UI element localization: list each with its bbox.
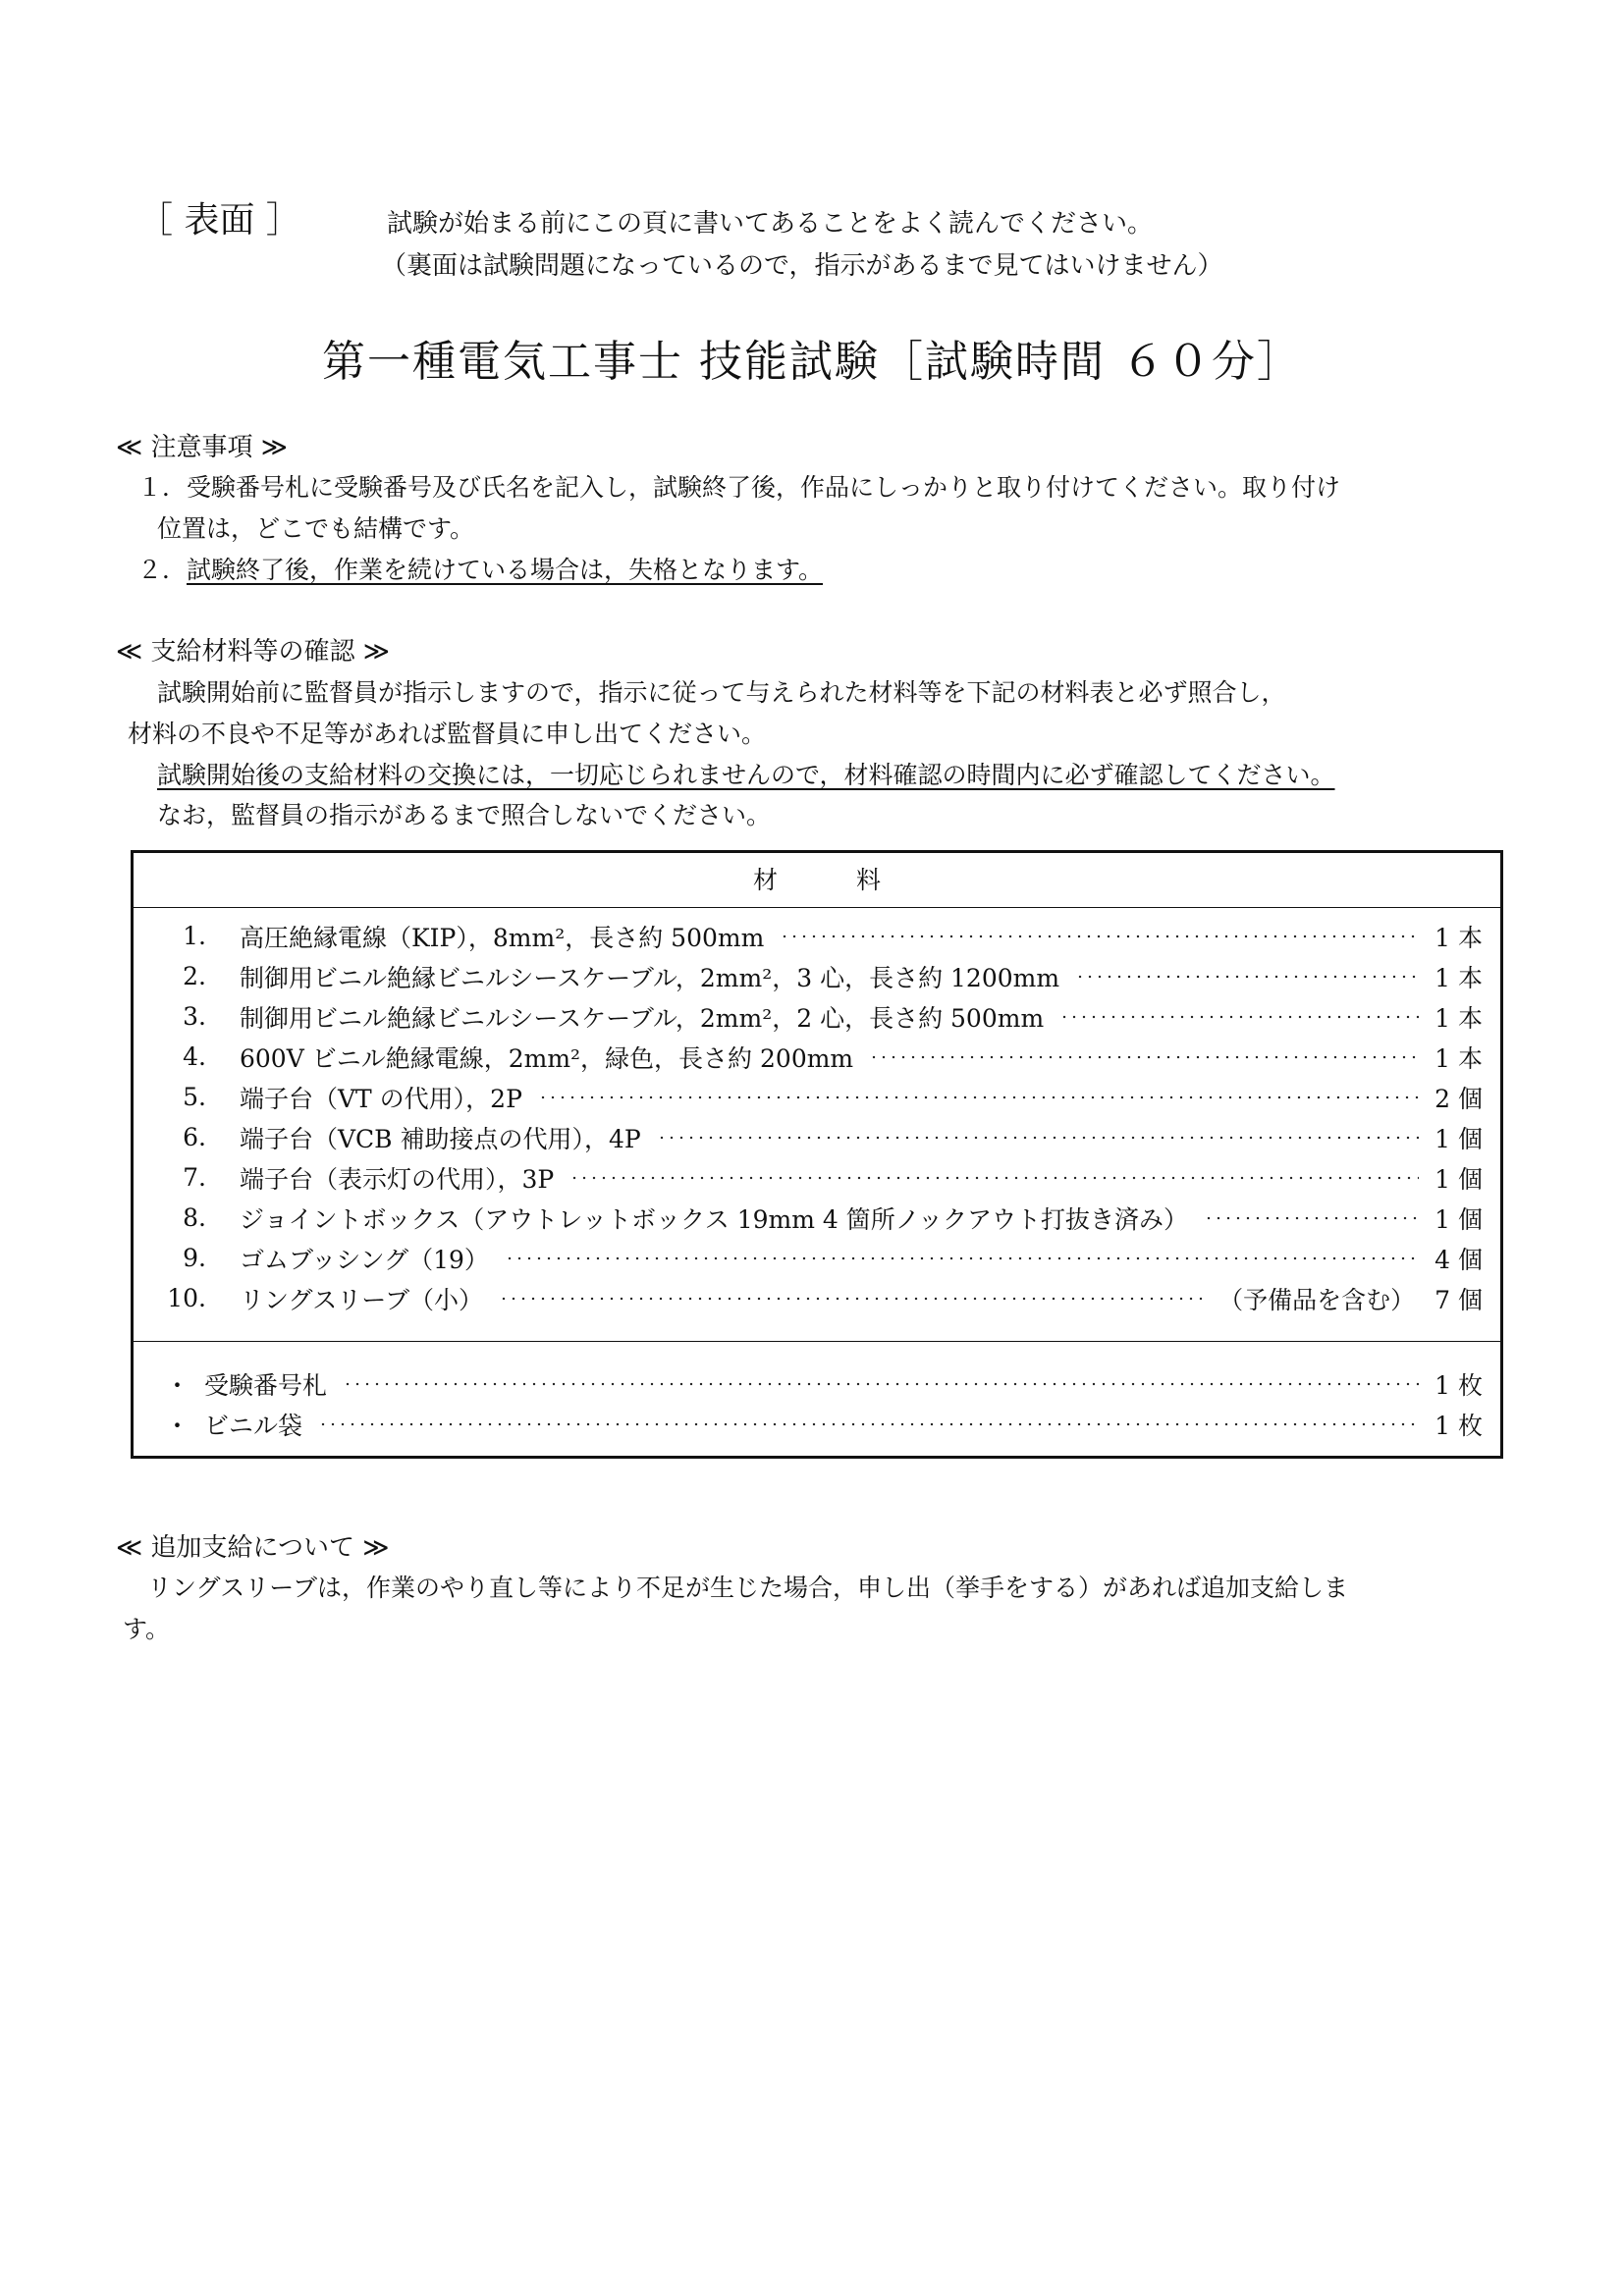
material-row xyxy=(134,1198,1500,1238)
extra-item-name: 受験番号札 xyxy=(204,1370,328,1400)
material-name: ゴムブッシング（19） xyxy=(240,1245,489,1274)
note-item-1-line-1: １．受験番号札に受験番号及び氏名を記入し，試験終了後，作品にしっかりと取り付けてください。取り付け xyxy=(137,473,1341,502)
instruction-line-2: （裏面は試験問題になっているので，指示があるまで見てはいけません） xyxy=(381,251,1223,281)
material-quantity: 1 本 xyxy=(1435,923,1483,952)
materials-check-warning: 試験開始後の支給材料の交換には，一切応じられませんので，材料確認の時間内に必ず確認してください。 xyxy=(157,761,1335,789)
material-quantity: 4 個 xyxy=(1435,1245,1483,1274)
leader-dots xyxy=(657,1136,1419,1140)
material-number: 7. xyxy=(183,1163,206,1192)
material-quantity: 1 本 xyxy=(1435,1043,1483,1073)
materials-check-p1-line-1: 試験開始前に監督員が指示しますので，指示に従って与えられた材料等を下記の材料表と必ず照合し， xyxy=(157,678,1286,707)
material-quantity: 1 本 xyxy=(1435,1003,1483,1033)
material-row xyxy=(134,1238,1500,1278)
material-name: ジョイントボックス（アウトレットボックス 19mm 4 箇所ノックアウト打抜き済み） xyxy=(240,1204,1188,1234)
material-name: 端子台（VT の代用），2P xyxy=(240,1084,522,1113)
material-quantity: 1 個 xyxy=(1435,1124,1483,1153)
extra-item-quantity: 1 枚 xyxy=(1435,1411,1483,1440)
leader-dots xyxy=(569,1176,1419,1180)
notes-heading: ≪ 注意事項 ≫ xyxy=(116,433,288,462)
material-row xyxy=(134,1037,1500,1077)
materials-check-p1-line-2: 材料の不良や不足等があれば監督員に申し出てください。 xyxy=(128,720,767,748)
bullet: ・ xyxy=(165,1370,190,1400)
leader-dots xyxy=(499,1297,1203,1301)
materials-check-heading: ≪ 支給材料等の確認 ≫ xyxy=(116,637,390,667)
material-row xyxy=(134,1117,1500,1157)
materials-check-p3: なお，監督員の指示があるまで照合しないでください。 xyxy=(157,801,772,829)
material-number: 2. xyxy=(183,962,206,990)
table-divider xyxy=(134,1341,1500,1342)
instruction-line-1: 試験が始まる前にこの頁に書いてあることをよく読んでください。 xyxy=(387,209,1154,239)
bullet: ・ xyxy=(165,1411,190,1440)
material-name: 制御用ビニル絶縁ビニルシースケーブル，2mm²，3 心，長さ約 1200mm xyxy=(240,963,1060,992)
extra-item-name: ビニル袋 xyxy=(204,1411,303,1440)
exam-title: 第一種電気工事士 技能試験［試験時間 ６０分］ xyxy=(322,337,1302,387)
material-number: 6. xyxy=(183,1123,206,1151)
material-quantity: 7 個 xyxy=(1435,1285,1483,1314)
material-table xyxy=(131,850,1503,1459)
material-row xyxy=(134,1278,1500,1318)
material-name: 600V ビニル絶縁電線，2mm²，緑色，長さ約 200mm xyxy=(240,1043,854,1073)
material-row xyxy=(134,956,1500,996)
material-number: 9. xyxy=(183,1244,206,1272)
material-note: （予備品を含む） xyxy=(1218,1285,1416,1314)
material-name: 端子台（VCB 補助接点の代用），4P xyxy=(240,1124,641,1153)
material-quantity: 1 本 xyxy=(1435,963,1483,992)
additional-supply-heading: ≪ 追加支給について ≫ xyxy=(116,1533,390,1563)
note-item-1-line-2: 位置は，どこでも結構です。 xyxy=(157,514,475,543)
leader-dots xyxy=(538,1095,1419,1099)
material-number: 4. xyxy=(183,1042,206,1071)
leader-dots xyxy=(1075,975,1419,979)
extra-item-row xyxy=(134,1404,1500,1444)
material-quantity: 1 個 xyxy=(1435,1164,1483,1194)
material-table-header: 材料 xyxy=(134,853,1500,908)
material-row xyxy=(134,1157,1500,1198)
material-name: 制御用ビニル絶縁ビニルシースケーブル，2mm²，2 心，長さ約 500mm xyxy=(240,1003,1045,1033)
material-row xyxy=(134,996,1500,1037)
additional-supply-line-2: す。 xyxy=(123,1615,171,1643)
leader-dots xyxy=(869,1055,1419,1059)
extra-item-quantity: 1 枚 xyxy=(1435,1370,1483,1400)
material-number: 3. xyxy=(183,1002,206,1031)
leader-dots xyxy=(318,1422,1419,1426)
material-number: 10. xyxy=(167,1284,206,1312)
leader-dots xyxy=(343,1382,1419,1386)
leader-dots xyxy=(1204,1216,1419,1220)
material-number: 5. xyxy=(183,1083,206,1111)
note-item-2-text: 試験終了後，作業を続けている場合は，失格となります。 xyxy=(187,556,824,584)
note-item-2-number: ２． xyxy=(137,556,188,584)
page-side-label: ［ 表面 ］ xyxy=(137,200,301,240)
material-name: リングスリーブ（小） xyxy=(240,1285,484,1314)
material-row xyxy=(134,1077,1500,1117)
material-quantity: 1 個 xyxy=(1435,1204,1483,1234)
extra-item-row xyxy=(134,1363,1500,1404)
leader-dots xyxy=(780,934,1419,938)
material-row xyxy=(134,916,1500,956)
material-number: 1. xyxy=(183,922,206,950)
material-number: 8. xyxy=(183,1203,206,1232)
leader-dots xyxy=(1059,1015,1419,1019)
leader-dots xyxy=(505,1256,1419,1260)
additional-supply-line-1: リングスリーブは，作業のやり直し等により不足が生じた場合，申し出（挙手をする）があれば追加支給しま xyxy=(147,1574,1349,1602)
material-name: 端子台（表示灯の代用），3P xyxy=(240,1164,555,1194)
material-name: 高圧絶縁電線（KIP），8mm²，長さ約 500mm xyxy=(240,923,765,952)
material-quantity: 2 個 xyxy=(1435,1084,1483,1113)
